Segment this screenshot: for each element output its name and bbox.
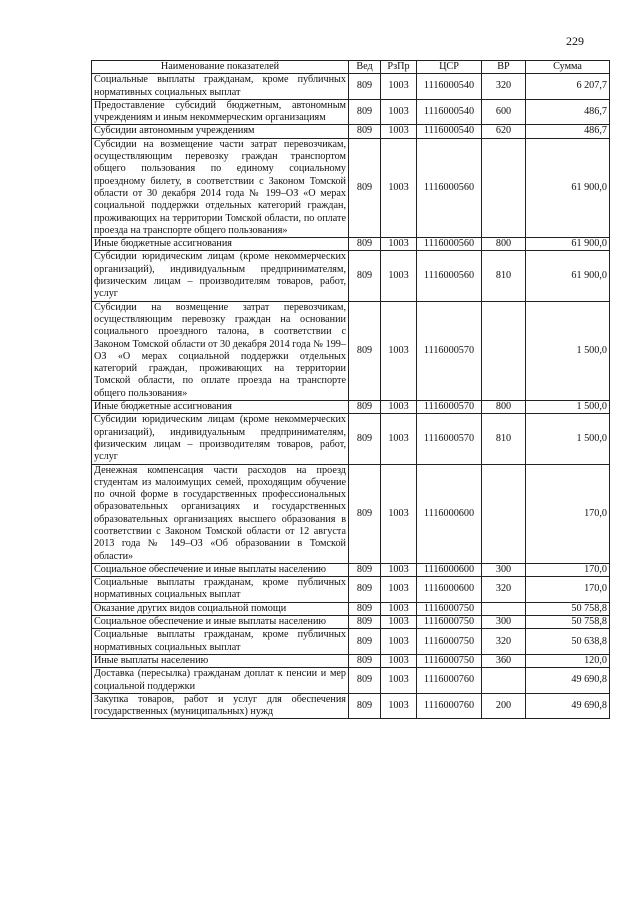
row-sum: 170,0	[526, 577, 610, 603]
row-csr: 1116000560	[417, 138, 482, 237]
row-csr: 1116000570	[417, 301, 482, 400]
row-name: Иные выплаты населению	[92, 654, 349, 667]
row-ved: 809	[349, 238, 381, 251]
budget-table	[91, 60, 610, 719]
table-row	[92, 301, 610, 400]
table-row	[92, 654, 610, 667]
row-rzpr: 1003	[381, 616, 417, 629]
row-ved: 809	[349, 464, 381, 563]
table-row	[92, 414, 610, 464]
table-row	[92, 238, 610, 251]
row-name: Субсидии юридическим лицам (кроме некоммерческих организаций), индивидуальным предпринимателям, физическим лицам – производителям товаров, работ, услуг	[92, 251, 349, 301]
row-ved: 809	[349, 563, 381, 576]
row-name: Субсидии на возмещение части затрат перевозчикам, осуществляющим перевозку граждан транспортом общего пользования по единому социальному проездному билету, в соответствии с Законом Томской области от 30 декабря 2014 года № 199–ОЗ «О мерах социальной поддержки отдельных категорий граждан, проживающих на территории Томской области, по оплате проезда на транспорте общего пользования»	[92, 138, 349, 237]
table-row	[92, 668, 610, 694]
table-row	[92, 629, 610, 655]
header-ved: Вед	[349, 61, 381, 74]
row-sum: 49 690,8	[526, 693, 610, 719]
table-row	[92, 602, 610, 615]
row-csr: 1116000600	[417, 563, 482, 576]
row-rzpr: 1003	[381, 629, 417, 655]
row-rzpr: 1003	[381, 577, 417, 603]
row-vr: 800	[482, 238, 526, 251]
row-rzpr: 1003	[381, 414, 417, 464]
row-rzpr: 1003	[381, 602, 417, 615]
row-rzpr: 1003	[381, 654, 417, 667]
row-name: Предоставление субсидий бюджетным, автономным учреждениям и иным некоммерческим организациям	[92, 99, 349, 125]
table-header-row	[92, 61, 610, 74]
row-sum: 170,0	[526, 563, 610, 576]
row-sum: 486,7	[526, 99, 610, 125]
row-name: Субсидии на возмещение затрат перевозчикам, осуществляющим перевозку граждан на основании социального проездного талона, в соответствии с Законом Томской области от 30 декабря 2014 года № 199–ОЗ «О мерах социальной поддержки отдельных категорий граждан, проживающих на территории Томской области, по оплате проезда на транспорте общего пользования»	[92, 301, 349, 400]
row-rzpr: 1003	[381, 74, 417, 100]
row-rzpr: 1003	[381, 251, 417, 301]
row-rzpr: 1003	[381, 99, 417, 125]
row-vr: 200	[482, 693, 526, 719]
row-vr	[482, 668, 526, 694]
row-ved: 809	[349, 301, 381, 400]
row-name: Закупка товаров, работ и услуг для обеспечения государственных (муниципальных) нужд	[92, 693, 349, 719]
row-ved: 809	[349, 577, 381, 603]
row-rzpr: 1003	[381, 563, 417, 576]
table-row	[92, 563, 610, 576]
row-csr: 1116000750	[417, 629, 482, 655]
table-row	[92, 125, 610, 138]
row-sum: 486,7	[526, 125, 610, 138]
row-sum: 1 500,0	[526, 301, 610, 400]
row-csr: 1116000600	[417, 464, 482, 563]
row-sum: 50 758,8	[526, 616, 610, 629]
table-row	[92, 464, 610, 563]
header-rzpr: РзПр	[381, 61, 417, 74]
row-ved: 809	[349, 629, 381, 655]
row-name: Социальные выплаты гражданам, кроме публичных нормативных социальных выплат	[92, 629, 349, 655]
row-sum: 61 900,0	[526, 251, 610, 301]
row-ved: 809	[349, 602, 381, 615]
row-vr: 300	[482, 563, 526, 576]
row-vr	[482, 464, 526, 563]
page-number: 229	[566, 34, 584, 48]
row-name: Социальное обеспечение и иные выплаты населению	[92, 563, 349, 576]
row-name: Денежная компенсация части расходов на проезд студентам из малоимущих семей, проходящим обучение по очной форме в государственных профессиональных образовательных организациях и государственных образовательных организациях высшего образования в соответствии с Законом Томской области от 12 августа 2013 года № 149–ОЗ «Об образовании в Томской области»	[92, 464, 349, 563]
table-row	[92, 74, 610, 100]
table-row	[92, 251, 610, 301]
row-rzpr: 1003	[381, 668, 417, 694]
row-rzpr: 1003	[381, 301, 417, 400]
row-name: Субсидии юридическим лицам (кроме некоммерческих организаций), индивидуальным предпринимателям, физическим лицам – производителям товаров, работ, услуг	[92, 414, 349, 464]
row-name: Социальные выплаты гражданам, кроме публичных нормативных социальных выплат	[92, 577, 349, 603]
row-sum: 50 638,8	[526, 629, 610, 655]
table-row	[92, 138, 610, 237]
row-ved: 809	[349, 668, 381, 694]
row-sum: 170,0	[526, 464, 610, 563]
header-csr: ЦСР	[417, 61, 482, 74]
row-name: Социальное обеспечение и иные выплаты населению	[92, 616, 349, 629]
table-row	[92, 401, 610, 414]
row-csr: 1116000750	[417, 654, 482, 667]
row-vr: 300	[482, 616, 526, 629]
row-csr: 1116000540	[417, 125, 482, 138]
row-name: Иные бюджетные ассигнования	[92, 238, 349, 251]
row-ved: 809	[349, 138, 381, 237]
row-ved: 809	[349, 99, 381, 125]
row-csr: 1116000760	[417, 668, 482, 694]
row-vr: 810	[482, 414, 526, 464]
row-name: Оказание других видов социальной помощи	[92, 602, 349, 615]
row-rzpr: 1003	[381, 125, 417, 138]
row-csr: 1116000570	[417, 401, 482, 414]
row-vr: 320	[482, 629, 526, 655]
row-csr: 1116000570	[417, 414, 482, 464]
row-ved: 809	[349, 251, 381, 301]
row-vr: 620	[482, 125, 526, 138]
row-ved: 809	[349, 74, 381, 100]
row-rzpr: 1003	[381, 464, 417, 563]
row-vr: 810	[482, 251, 526, 301]
header-vr: ВР	[482, 61, 526, 74]
row-csr: 1116000750	[417, 616, 482, 629]
row-csr: 1116000750	[417, 602, 482, 615]
row-sum: 1 500,0	[526, 401, 610, 414]
row-ved: 809	[349, 125, 381, 138]
row-sum: 1 500,0	[526, 414, 610, 464]
row-ved: 809	[349, 414, 381, 464]
row-csr: 1116000560	[417, 238, 482, 251]
row-csr: 1116000540	[417, 74, 482, 100]
row-rzpr: 1003	[381, 138, 417, 237]
row-csr: 1116000560	[417, 251, 482, 301]
row-name: Доставка (пересылка) гражданам доплат к пенсии и мер социальной поддержки	[92, 668, 349, 694]
row-vr: 800	[482, 401, 526, 414]
row-sum: 120,0	[526, 654, 610, 667]
row-sum: 6 207,7	[526, 74, 610, 100]
row-vr	[482, 138, 526, 237]
row-name: Социальные выплаты гражданам, кроме публичных нормативных социальных выплат	[92, 74, 349, 100]
row-vr	[482, 301, 526, 400]
row-ved: 809	[349, 616, 381, 629]
row-rzpr: 1003	[381, 238, 417, 251]
row-csr: 1116000540	[417, 99, 482, 125]
row-ved: 809	[349, 654, 381, 667]
row-vr: 320	[482, 577, 526, 603]
row-sum: 50 758,8	[526, 602, 610, 615]
row-csr: 1116000760	[417, 693, 482, 719]
header-name: Наименование показателей	[92, 61, 349, 74]
table-row	[92, 577, 610, 603]
row-sum: 49 690,8	[526, 668, 610, 694]
row-ved: 809	[349, 401, 381, 414]
row-sum: 61 900,0	[526, 238, 610, 251]
header-sum: Сумма	[526, 61, 610, 74]
table-row	[92, 99, 610, 125]
row-ved: 809	[349, 693, 381, 719]
row-csr: 1116000600	[417, 577, 482, 603]
row-vr: 360	[482, 654, 526, 667]
table-row	[92, 693, 610, 719]
table-row	[92, 616, 610, 629]
row-vr: 600	[482, 99, 526, 125]
row-name: Иные бюджетные ассигнования	[92, 401, 349, 414]
row-vr	[482, 602, 526, 615]
row-sum: 61 900,0	[526, 138, 610, 237]
row-rzpr: 1003	[381, 401, 417, 414]
row-vr: 320	[482, 74, 526, 100]
row-name: Субсидии автономным учреждениям	[92, 125, 349, 138]
row-rzpr: 1003	[381, 693, 417, 719]
